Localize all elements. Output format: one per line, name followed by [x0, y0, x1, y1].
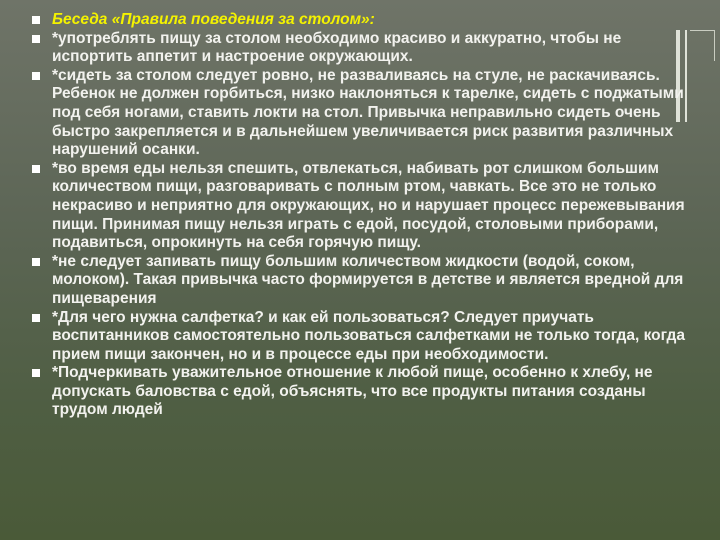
- bullet-item: [8, 364, 698, 420]
- bullet-text: *не следует запивать пищу большим количеством жидкости (водой, соком, молоком). Такая привычка часто формируется в детстве и является вредной для пищеварения: [52, 252, 684, 307]
- bullet-text: Беседа «Правила поведения за столом»:: [52, 11, 375, 28]
- bullet-item: [8, 309, 698, 365]
- bullet-item: [8, 253, 698, 309]
- square-bullet-icon: [32, 165, 40, 173]
- slide-content: [8, 11, 698, 420]
- bullet-text: *сидеть за столом следует ровно, не разваливаясь на стуле, не раскачиваясь. Ребенок не должен горбиться, низко наклоняться к тарелке, сидеть с поджатыми под себя ногами, ставить локти на стол. Привычка неправильно сидеть очень быстро закрепляется и в дальнейшем увеличивается риск развития различных нарушений осанки.: [52, 66, 684, 159]
- bullet-text: *Для чего нужна салфетка? и как ей пользоваться? Следует приучать воспитанников самостоятельно пользоваться салфетками не только тогда, когда прием пищи закончен, но и в процессе еды при необходимости.: [52, 308, 685, 363]
- bullet-item: [8, 160, 698, 253]
- bullet-item: [8, 67, 698, 160]
- square-bullet-icon: [32, 16, 40, 24]
- square-bullet-icon: [32, 258, 40, 266]
- square-bullet-icon: [32, 314, 40, 322]
- bullet-item: [8, 30, 698, 67]
- square-bullet-icon: [32, 72, 40, 80]
- bullet-list: [8, 11, 698, 420]
- bullet-item-title: [8, 11, 698, 30]
- square-bullet-icon: [32, 35, 40, 43]
- bullet-text: *во время еды нельзя спешить, отвлекаться, набивать рот слишком большим количеством пищи, разговаривать с полным ртом, чавкать. Все это не только некрасиво и неприятно для окружающих, но и нарушает процесс пережевывания пищи. Принимая пищу нельзя играть с едой, посудой, столовыми приборами, подавиться, опрокинуть на себя горячую пищу.: [52, 159, 685, 252]
- bullet-text: *употреблять пищу за столом необходимо красиво и аккуратно, чтобы не испортить аппетит и настроение окружающих.: [52, 29, 622, 66]
- bullet-text: *Подчеркивать уважительное отношение к любой пище, особенно к хлебу, не допускать баловства с едой, объяснять, что все продукты питания созданы трудом людей: [52, 364, 653, 419]
- square-bullet-icon: [32, 369, 40, 377]
